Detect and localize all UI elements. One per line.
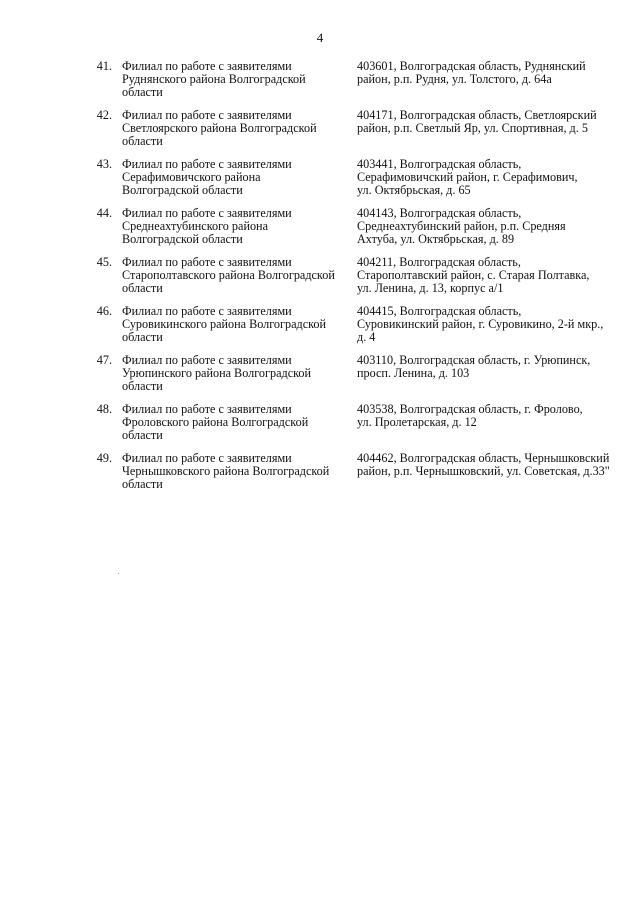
branch-name: Филиал по работе с заявителями Чернышковского района Волгоградской области bbox=[122, 451, 330, 492]
branch-name: Филиал по работе с заявителями Старополтавского района Волгоградской области bbox=[122, 255, 335, 296]
branch-name: Филиал по работе с заявителями Суровикинского района Волгоградской области bbox=[122, 304, 327, 345]
branch-name: Филиал по работе с заявителями Урюпинского района Волгоградской области bbox=[122, 353, 312, 394]
item-number: 44. bbox=[96, 206, 112, 220]
list-item bbox=[0, 158, 640, 207]
list-item bbox=[0, 60, 640, 109]
branch-address: 403601, Волгоградская область, Руднянский район, р.п. Рудня, ул. Толстого, д. 64а bbox=[357, 59, 586, 87]
item-number: 46. bbox=[96, 304, 112, 318]
branch-address: 403441, Волгоградская область, Серафимовичский район, г. Серафимович, ул. Октябрьская, д. 65 bbox=[357, 157, 578, 198]
branch-list bbox=[0, 60, 640, 501]
branch-address: 403110, Волгоградская область, г. Урюпинск, просп. Ленина, д. 103 bbox=[357, 353, 591, 381]
item-number: 45. bbox=[96, 255, 112, 269]
page-number: 4 bbox=[316, 30, 324, 45]
branch-address: 404415, Волгоградская область, Суровикинский район, г. Суровикино, 2-й мкр., д. 4 bbox=[357, 304, 604, 345]
item-number: 49. bbox=[96, 451, 112, 465]
list-item bbox=[0, 305, 640, 354]
branch-name: Филиал по работе с заявителями Фроловского района Волгоградской области bbox=[122, 402, 309, 443]
item-number: 47. bbox=[96, 353, 112, 367]
branch-address: 404171, Волгоградская область, Светлоярский район, р.п. Светлый Яр, ул. Спортивная, д. 5 bbox=[357, 108, 597, 136]
item-number: 41. bbox=[96, 59, 112, 73]
branch-name: Филиал по работе с заявителями Светлоярского района Волгоградской области bbox=[122, 108, 317, 149]
branch-name: Филиал по работе с заявителями Руднянского района Волгоградской области bbox=[122, 59, 306, 100]
branch-address: 403538, Волгоградская область, г. Фролово, ул. Пролетарская, д. 12 bbox=[357, 402, 583, 430]
branch-name: Филиал по работе с заявителями Среднеахтубинского района Волгоградской области bbox=[122, 206, 292, 247]
branch-address: 404143, Волгоградская область, Среднеахтубинский район, р.п. Средняя Ахтуба, ул. Октябрьская, д. 89 bbox=[357, 206, 566, 247]
list-item bbox=[0, 109, 640, 158]
scan-speck bbox=[118, 573, 119, 574]
branch-name: Филиал по работе с заявителями Серафимовичского района Волгоградской области bbox=[122, 157, 292, 198]
branch-address: 404462, Волгоградская область, Чернышковский район, р.п. Чернышковский, ул. Советская, д.33" bbox=[357, 451, 610, 479]
list-item bbox=[0, 403, 640, 452]
list-item bbox=[0, 354, 640, 403]
item-number: 48. bbox=[96, 402, 112, 416]
list-item bbox=[0, 207, 640, 256]
item-number: 43. bbox=[96, 157, 112, 171]
list-item bbox=[0, 452, 640, 501]
item-number: 42. bbox=[96, 108, 112, 122]
branch-address: 404211, Волгоградская область, Старополтавский район, с. Старая Полтавка, ул. Ленина, д. 13, корпус а/1 bbox=[357, 255, 590, 296]
list-item bbox=[0, 256, 640, 305]
